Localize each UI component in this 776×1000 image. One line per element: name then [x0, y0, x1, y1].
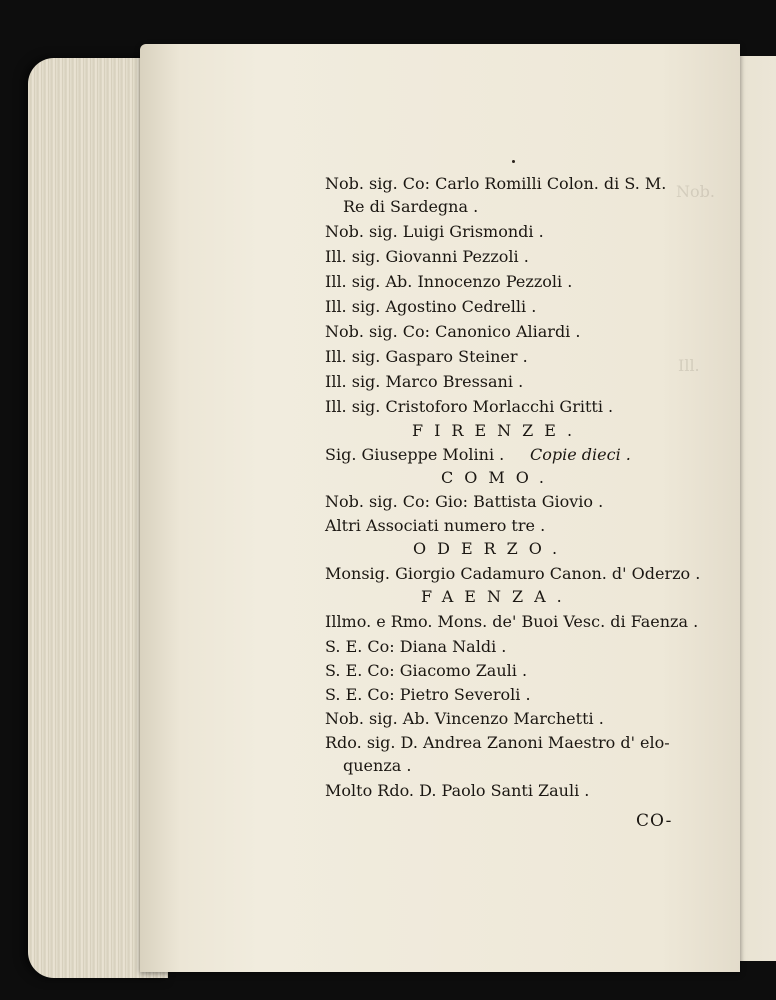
copies-note: Copie dieci . [530, 445, 631, 464]
subscriber-line: Nob. sig. Ab. Vincenzo Marchetti . [325, 709, 604, 728]
subscriber-line: Re di Sardegna . [343, 197, 479, 216]
subscriber-line: Monsig. Giorgio Cadamuro Canon. d' Oderzo . [325, 564, 701, 583]
subscriber-line: Ill. sig. Giovanni Pezzoli . [325, 247, 529, 266]
subscriber-line: Nob. sig. Co: Gio: Battista Giovio . [325, 492, 604, 511]
subscriber-line: S. E. Co: Giacomo Zauli . [325, 661, 528, 680]
subscriber-line: quenza . [343, 756, 412, 775]
city-heading-faenza: FAENZA. [421, 587, 573, 606]
ink-dot [512, 160, 515, 163]
subscriber-line: Illmo. e Rmo. Mons. de' Buoi Vesc. di Faenza . [325, 612, 699, 631]
catchword: CO- [636, 811, 673, 831]
subscriber-line: Ill. sig. Cristoforo Morlacchi Gritti . [325, 397, 614, 416]
subscriber-line: Nob. sig. Co: Carlo Romilli Colon. di S. M. [325, 174, 667, 193]
subscriber-line: Altri Associati numero tre . [325, 516, 546, 535]
city-heading-oderzo: ODERZO. [413, 539, 569, 558]
subscriber-line: S. E. Co: Diana Naldi . [325, 637, 507, 656]
subscriber-line: Molto Rdo. D. Paolo Santi Zauli . [325, 781, 590, 800]
subscriber-line: Sig. Giuseppe Molini . [325, 445, 505, 464]
subscriber-line: Rdo. sig. D. Andrea Zanoni Maestro d' elo- [325, 733, 670, 752]
subscriber-line: Ill. sig. Marco Bressani . [325, 372, 524, 391]
show-through: Nob. [676, 182, 715, 201]
city-heading-como: COMO. [441, 468, 556, 487]
subscriber-line: Ill. sig. Agostino Cedrelli . [325, 297, 537, 316]
subscriber-line: Nob. sig. Luigi Grismondi . [325, 222, 544, 241]
subscriber-line: S. E. Co: Pietro Severoli . [325, 685, 531, 704]
city-heading-firenze: FIRENZE. [412, 421, 584, 440]
show-through: Ill. [678, 356, 700, 375]
subscriber-line: Nob. sig. Co: Canonico Aliardi . [325, 322, 581, 341]
subscriber-line: Ill. sig. Gasparo Steiner . [325, 347, 528, 366]
subscriber-line: Ill. sig. Ab. Innocenzo Pezzoli . [325, 272, 573, 291]
